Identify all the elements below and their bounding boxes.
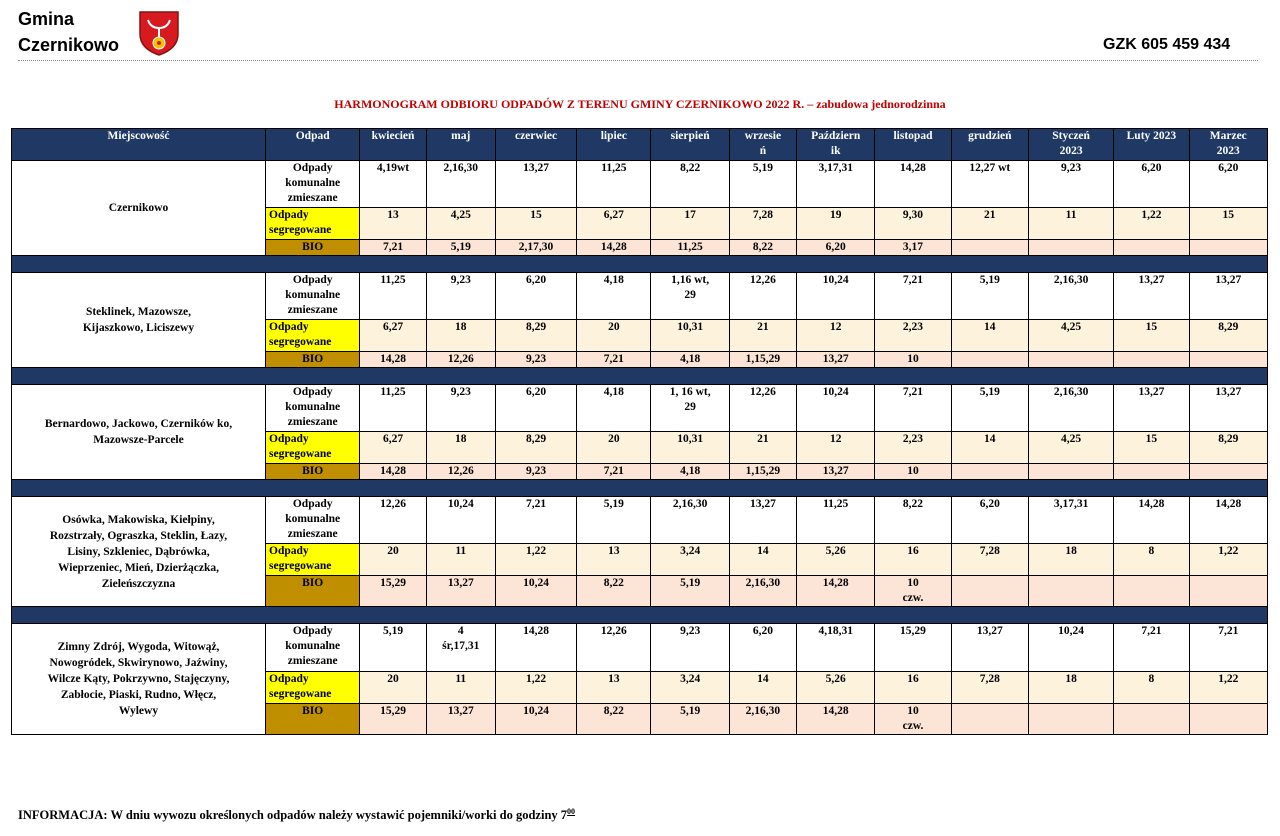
date-cell: 8 xyxy=(1114,544,1189,576)
date-cell: 10,24 xyxy=(426,497,495,544)
date-cell: 12,26 xyxy=(577,624,651,672)
date-cell: 6,20 xyxy=(729,624,796,672)
date-cell: 10 czw. xyxy=(875,576,951,607)
date-cell: 9,23 xyxy=(426,385,495,432)
table-row-komunalne xyxy=(12,161,1268,208)
date-cell: 20 xyxy=(360,544,426,576)
date-cell: 14 xyxy=(951,432,1028,464)
date-cell: 7,21 xyxy=(577,464,651,480)
date-cell: 8,29 xyxy=(1189,432,1267,464)
date-cell: 4,25 xyxy=(1028,320,1113,352)
date-cell: 3,17,31 xyxy=(797,161,875,208)
date-cell: 13 xyxy=(577,544,651,576)
date-cell: 21 xyxy=(951,208,1028,240)
date-cell: 6,20 xyxy=(951,497,1028,544)
date-cell: 12,26 xyxy=(729,385,796,432)
date-cell: 21 xyxy=(729,432,796,464)
date-cell xyxy=(1189,352,1267,368)
date-cell xyxy=(1028,576,1113,607)
date-cell: 13,27 xyxy=(495,161,576,208)
waste-type-cell: Odpady komunalne zmieszane xyxy=(266,497,360,544)
date-cell: 10,31 xyxy=(651,320,729,352)
waste-type-cell: BIO xyxy=(266,576,360,607)
waste-type-cell: Odpady komunalne zmieszane xyxy=(266,624,360,672)
waste-type-cell: Odpady komunalne zmieszane xyxy=(266,385,360,432)
phone-number: GZK 605 459 434 xyxy=(1103,36,1231,53)
date-cell: 11,25 xyxy=(360,385,426,432)
municipality-line2: Czernikowo xyxy=(18,35,120,55)
date-cell: 12,26 xyxy=(729,273,796,320)
date-cell: 14,28 xyxy=(577,240,651,256)
column-header: sierpień xyxy=(651,129,729,161)
date-cell: 6,27 xyxy=(577,208,651,240)
date-cell: 7,21 xyxy=(875,273,951,320)
separator-cell xyxy=(12,256,1268,273)
info-note xyxy=(18,807,575,823)
date-cell xyxy=(1028,240,1113,256)
date-cell: 10 xyxy=(875,352,951,368)
location-cell: Czernikowo xyxy=(12,161,266,256)
date-cell: 15,29 xyxy=(360,704,426,735)
date-cell xyxy=(951,464,1028,480)
date-cell xyxy=(1114,576,1189,607)
date-cell: 15,29 xyxy=(875,624,951,672)
date-cell: 9,23 xyxy=(651,624,729,672)
location-cell: Steklinek, Mazowsze, Kijaszkowo, Liciszewy xyxy=(12,273,266,368)
date-cell: 13 xyxy=(360,208,426,240)
date-cell: 14,28 xyxy=(797,704,875,735)
date-cell: 5,19 xyxy=(729,161,796,208)
date-cell: 6,20 xyxy=(797,240,875,256)
date-cell: 6,20 xyxy=(1114,161,1189,208)
date-cell: 12,26 xyxy=(360,497,426,544)
date-cell: 5,19 xyxy=(426,240,495,256)
location-cell: Bernardowo, Jackowo, Czerników ko, Mazowsze-Parcele xyxy=(12,385,266,480)
date-cell: 9,23 xyxy=(426,273,495,320)
date-cell: 10,24 xyxy=(797,273,875,320)
date-cell: 11,25 xyxy=(577,161,651,208)
date-cell: 6,27 xyxy=(360,320,426,352)
date-cell: 9,30 xyxy=(875,208,951,240)
date-cell: 12,26 xyxy=(426,352,495,368)
date-cell: 9,23 xyxy=(1028,161,1113,208)
date-cell: 10,24 xyxy=(797,385,875,432)
date-cell: 2,16,30 xyxy=(426,161,495,208)
date-cell: 1,22 xyxy=(1114,208,1189,240)
date-cell: 10 czw. xyxy=(875,704,951,735)
date-cell: 1,22 xyxy=(1189,544,1267,576)
date-cell: 1,22 xyxy=(495,544,576,576)
date-cell xyxy=(1189,704,1267,735)
date-cell xyxy=(951,704,1028,735)
date-cell: 3,24 xyxy=(651,672,729,704)
date-cell: 2,16,30 xyxy=(1028,273,1113,320)
date-cell: 7,28 xyxy=(729,208,796,240)
table-row-komunalne xyxy=(12,385,1268,432)
coat-of-arms-icon xyxy=(138,10,180,56)
date-cell: 16 xyxy=(875,672,951,704)
table-row-komunalne xyxy=(12,273,1268,320)
column-header: Październ ik xyxy=(797,129,875,161)
date-cell: 5,19 xyxy=(651,704,729,735)
date-cell: 13,27 xyxy=(1114,273,1189,320)
waste-type-cell: Odpady segregowane xyxy=(266,208,360,240)
date-cell: 1,22 xyxy=(495,672,576,704)
date-cell: 14,28 xyxy=(875,161,951,208)
date-cell: 3,17,31 xyxy=(1028,497,1113,544)
date-cell: 13,27 xyxy=(426,704,495,735)
date-cell: 4,25 xyxy=(1028,432,1113,464)
date-cell xyxy=(1028,704,1113,735)
date-cell: 10 xyxy=(875,464,951,480)
date-cell: 5,19 xyxy=(651,576,729,607)
date-cell: 1,15,29 xyxy=(729,352,796,368)
date-cell: 13,27 xyxy=(797,464,875,480)
waste-type-cell: BIO xyxy=(266,240,360,256)
date-cell: 12,27 wt xyxy=(951,161,1028,208)
date-cell: 1,15,29 xyxy=(729,464,796,480)
date-cell: 11 xyxy=(426,544,495,576)
date-cell: 13,27 xyxy=(1189,273,1267,320)
date-cell: 15 xyxy=(1114,320,1189,352)
date-cell: 2,16,30 xyxy=(1028,385,1113,432)
date-cell: 7,21 xyxy=(577,352,651,368)
group-separator xyxy=(12,368,1268,385)
waste-type-cell: Odpady segregowane xyxy=(266,320,360,352)
date-cell: 9,23 xyxy=(495,352,576,368)
date-cell: 4,18 xyxy=(651,352,729,368)
date-cell: 14,28 xyxy=(797,576,875,607)
date-cell: 14,28 xyxy=(360,352,426,368)
column-header: czerwiec xyxy=(495,129,576,161)
location-cell: Osówka, Makowiska, Kiełpiny, Rozstrzały, Ograszka, Steklin, Łazy, Lisiny, Szkleniec, Dąbrówka, Wieprzeniec, Mień, Dzierżączka, Zieleńszczyzna xyxy=(12,497,266,607)
separator-cell xyxy=(12,607,1268,624)
date-cell: 8,29 xyxy=(495,320,576,352)
date-cell: 14,28 xyxy=(1189,497,1267,544)
date-cell: 1,22 xyxy=(1189,672,1267,704)
date-cell: 2,16,30 xyxy=(729,704,796,735)
page-title: HARMONOGRAM ODBIORU ODPADÓW Z TERENU GMINY CZERNIKOWO 2022 R. – zabudowa jednorodzinna xyxy=(334,97,946,111)
date-cell: 4,25 xyxy=(426,208,495,240)
date-cell: 8,22 xyxy=(651,161,729,208)
date-cell: 13,27 xyxy=(797,352,875,368)
table-row-komunalne xyxy=(12,624,1268,672)
date-cell: 5,26 xyxy=(797,544,875,576)
date-cell xyxy=(951,352,1028,368)
date-cell: 8,22 xyxy=(577,576,651,607)
waste-type-cell: Odpady komunalne zmieszane xyxy=(266,161,360,208)
separator-cell xyxy=(12,368,1268,385)
date-cell: 10,24 xyxy=(495,704,576,735)
date-cell: 3,24 xyxy=(651,544,729,576)
date-cell: 6,27 xyxy=(360,432,426,464)
schedule-table xyxy=(11,128,1268,735)
date-cell: 14 xyxy=(951,320,1028,352)
date-cell: 13 xyxy=(577,672,651,704)
date-cell: 12 xyxy=(797,320,875,352)
date-cell: 11,25 xyxy=(797,497,875,544)
date-cell xyxy=(951,240,1028,256)
separator-cell xyxy=(12,480,1268,497)
group-separator xyxy=(12,480,1268,497)
date-cell: 8,22 xyxy=(729,240,796,256)
date-cell xyxy=(1114,240,1189,256)
date-cell: 2,23 xyxy=(875,320,951,352)
date-cell: 4 śr,17,31 xyxy=(426,624,495,672)
date-cell: 14,28 xyxy=(360,464,426,480)
date-cell: 4,18 xyxy=(577,385,651,432)
date-cell: 11 xyxy=(426,672,495,704)
date-cell: 13,27 xyxy=(1189,385,1267,432)
date-cell: 5,19 xyxy=(360,624,426,672)
date-cell: 4,18 xyxy=(577,273,651,320)
header-row xyxy=(12,129,1268,161)
date-cell: 8 xyxy=(1114,672,1189,704)
table-row-komunalne xyxy=(12,497,1268,544)
date-cell: 12,26 xyxy=(426,464,495,480)
date-cell: 18 xyxy=(426,432,495,464)
date-cell: 14 xyxy=(729,672,796,704)
date-cell: 7,28 xyxy=(951,544,1028,576)
date-cell: 13,27 xyxy=(951,624,1028,672)
waste-type-cell: Odpady segregowane xyxy=(266,672,360,704)
date-cell: 14 xyxy=(729,544,796,576)
date-cell xyxy=(1028,464,1113,480)
municipality-name xyxy=(18,6,119,58)
date-cell: 15 xyxy=(1189,208,1267,240)
date-cell: 2,16,30 xyxy=(729,576,796,607)
date-cell: 19 xyxy=(797,208,875,240)
location-cell: Zimny Zdrój, Wygoda, Witowąż, Nowogródek, Skwirynowo, Jaźwiny, Wilcze Kąty, Pokrzywno, Stajęczyny, Zabłocie, Piaski, Rudno, Włęcz, Wylewy xyxy=(12,624,266,735)
date-cell: 6,20 xyxy=(495,385,576,432)
date-cell: 7,28 xyxy=(951,672,1028,704)
date-cell: 7,21 xyxy=(875,385,951,432)
date-cell: 20 xyxy=(577,432,651,464)
date-cell xyxy=(1114,464,1189,480)
date-cell: 7,21 xyxy=(360,240,426,256)
date-cell: 10,31 xyxy=(651,432,729,464)
date-cell: 20 xyxy=(577,320,651,352)
date-cell: 20 xyxy=(360,672,426,704)
waste-type-cell: BIO xyxy=(266,704,360,735)
date-cell: 3,17 xyxy=(875,240,951,256)
date-cell: 11,25 xyxy=(651,240,729,256)
column-header: Styczeń 2023 xyxy=(1028,129,1113,161)
date-cell xyxy=(1189,464,1267,480)
group-separator xyxy=(12,607,1268,624)
date-cell: 8,22 xyxy=(875,497,951,544)
date-cell: 6,20 xyxy=(495,273,576,320)
header-divider xyxy=(18,60,1258,61)
date-cell: 2,16,30 xyxy=(651,497,729,544)
date-cell: 7,21 xyxy=(1114,624,1189,672)
waste-type-cell: BIO xyxy=(266,464,360,480)
date-cell xyxy=(1189,240,1267,256)
date-cell: 8,29 xyxy=(495,432,576,464)
date-cell xyxy=(951,576,1028,607)
date-cell: 5,26 xyxy=(797,672,875,704)
date-cell: 17 xyxy=(651,208,729,240)
date-cell: 1, 16 wt, 29 xyxy=(651,385,729,432)
date-cell: 4,18,31 xyxy=(797,624,875,672)
date-cell xyxy=(1028,352,1113,368)
date-cell: 13,27 xyxy=(426,576,495,607)
date-cell: 5,19 xyxy=(577,497,651,544)
column-header: kwiecień xyxy=(360,129,426,161)
date-cell: 15,29 xyxy=(360,576,426,607)
date-cell: 21 xyxy=(729,320,796,352)
info-time-superscript: 00 xyxy=(567,807,576,816)
date-cell: 15 xyxy=(1114,432,1189,464)
date-cell: 8,22 xyxy=(577,704,651,735)
date-cell xyxy=(1114,352,1189,368)
date-cell: 12 xyxy=(797,432,875,464)
date-cell: 4,19wt xyxy=(360,161,426,208)
date-cell: 5,19 xyxy=(951,273,1028,320)
date-cell xyxy=(1114,704,1189,735)
date-cell: 18 xyxy=(426,320,495,352)
date-cell: 14,28 xyxy=(495,624,576,672)
info-text: INFORMACJA: W dniu wywozu określonych odpadów należy wystawić pojemniki/worki do godziny 7 xyxy=(18,808,568,823)
column-header: Miejscowość xyxy=(12,129,266,161)
date-cell: 14,28 xyxy=(1114,497,1189,544)
waste-type-cell: Odpady segregowane xyxy=(266,544,360,576)
date-cell: 11 xyxy=(1028,208,1113,240)
date-cell: 4,18 xyxy=(651,464,729,480)
column-header: Marzec 2023 xyxy=(1189,129,1267,161)
group-separator xyxy=(12,256,1268,273)
date-cell: 18 xyxy=(1028,672,1113,704)
date-cell: 18 xyxy=(1028,544,1113,576)
column-header: grudzień xyxy=(951,129,1028,161)
date-cell xyxy=(1189,576,1267,607)
date-cell: 7,21 xyxy=(1189,624,1267,672)
date-cell: 13,27 xyxy=(729,497,796,544)
date-cell: 5,19 xyxy=(951,385,1028,432)
date-cell: 16 xyxy=(875,544,951,576)
date-cell: 2,17,30 xyxy=(495,240,576,256)
waste-type-cell: Odpady komunalne zmieszane xyxy=(266,273,360,320)
date-cell: 6,20 xyxy=(1189,161,1267,208)
date-cell: 1,16 wt, 29 xyxy=(651,273,729,320)
column-header: Luty 2023 xyxy=(1114,129,1189,161)
column-header: lipiec xyxy=(577,129,651,161)
column-header: listopad xyxy=(875,129,951,161)
date-cell: 9,23 xyxy=(495,464,576,480)
date-cell: 2,23 xyxy=(875,432,951,464)
waste-type-cell: BIO xyxy=(266,352,360,368)
date-cell: 15 xyxy=(495,208,576,240)
column-header: wrzesie ń xyxy=(729,129,796,161)
date-cell: 10,24 xyxy=(1028,624,1113,672)
date-cell: 8,29 xyxy=(1189,320,1267,352)
waste-type-cell: Odpady segregowane xyxy=(266,432,360,464)
date-cell: 7,21 xyxy=(495,497,576,544)
date-cell: 11,25 xyxy=(360,273,426,320)
date-cell: 10,24 xyxy=(495,576,576,607)
column-header: Odpad xyxy=(266,129,360,161)
municipality-line1: Gmina xyxy=(18,9,75,29)
date-cell: 13,27 xyxy=(1114,385,1189,432)
column-header: maj xyxy=(426,129,495,161)
